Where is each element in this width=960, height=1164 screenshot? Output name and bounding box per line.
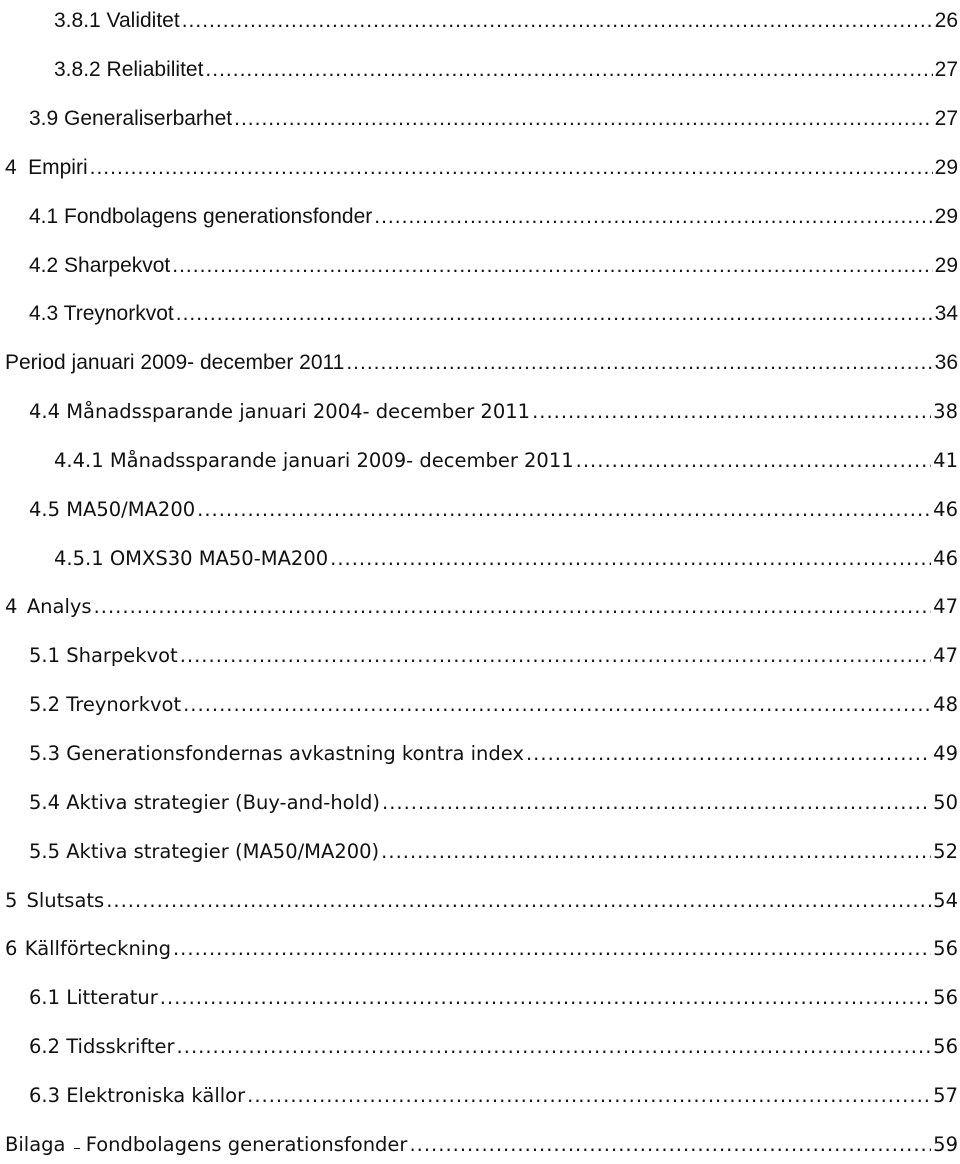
toc-page-number: 56: [933, 1035, 958, 1058]
toc-appendix-label: Bilaga: [5, 1133, 66, 1156]
toc-entry-title: 4.4.1 Månadssparande januari 2009- december 2011: [54, 449, 574, 472]
toc-entry-title: Analys: [26, 595, 92, 618]
toc-page-number: 29: [934, 156, 958, 179]
toc-entry-title: Empiri: [28, 156, 88, 179]
toc-entry-title: 4.5.1 OMXS30 MA50-MA200: [54, 547, 329, 570]
toc-chapter-number: 4: [5, 156, 17, 179]
toc-dot-leader: [173, 936, 931, 962]
toc-entry[interactable]: [29, 971, 958, 1011]
toc-entry-title: 3.8.1 Validitet: [54, 9, 180, 32]
toc-entry-title: Period januari 2009- december 2011: [5, 351, 345, 374]
toc-entry-title: 5.5 Aktiva strategier (MA50/MA200): [29, 840, 380, 863]
toc-dot-leader: [205, 57, 932, 83]
toc-entry-title: 5.3 Generationsfondernas avkastning kontra index: [29, 742, 524, 765]
toc-dot-leader: [330, 546, 931, 572]
toc-dot-leader: [106, 888, 931, 914]
toc-page-number: 47: [933, 644, 958, 667]
toc-entry[interactable]: [5, 141, 958, 181]
toc-entry[interactable]: [54, 532, 958, 572]
toc-entry[interactable]: [29, 727, 958, 767]
toc-entry[interactable]: [5, 874, 958, 914]
toc-page-number: 46: [933, 498, 958, 521]
toc-dot-leader: [526, 741, 931, 767]
toc-dot-leader: [172, 253, 932, 279]
toc-page-number: 29: [934, 254, 958, 277]
toc-page-number: 27: [934, 107, 958, 130]
toc-entry-title: 4.3 Treynorkvot: [29, 302, 174, 325]
toc-dot-leader: [197, 497, 931, 523]
toc-entry[interactable]: [29, 239, 958, 279]
toc-entry-title: 3.9 Generaliserbarhet: [29, 107, 233, 130]
toc-entry[interactable]: [54, 434, 958, 474]
toc-entry-title: 6.2 Tidsskrifter: [29, 1035, 175, 1058]
toc-page-number: 29: [934, 205, 958, 228]
toc-entry[interactable]: [5, 1118, 958, 1158]
toc-page-number: 56: [933, 937, 958, 960]
toc-dot-leader: [374, 204, 932, 230]
toc-entry-title: 6.3 Elektroniska källor: [29, 1084, 246, 1107]
toc-dot-leader: [381, 839, 931, 865]
toc-page-number: 48: [933, 693, 958, 716]
toc-page-number: 46: [933, 547, 958, 570]
toc-entry[interactable]: [5, 336, 958, 376]
toc-entry[interactable]: [29, 287, 958, 327]
toc-entry[interactable]: [29, 483, 958, 523]
toc-page-number: 41: [933, 449, 958, 472]
toc-entry-title: 5.2 Treynorkvot: [29, 693, 182, 716]
toc-page-number: 26: [934, 9, 958, 32]
toc-chapter-number: 5: [5, 889, 18, 912]
toc-page-number: 59: [933, 1133, 958, 1156]
toc-entry[interactable]: [29, 1020, 958, 1060]
toc-dot-leader: [94, 594, 932, 620]
toc-dot-leader: [532, 399, 931, 425]
toc-dot-leader: [183, 692, 931, 718]
toc-page-number: 49: [933, 742, 958, 765]
toc-dot-leader: [177, 1034, 932, 1060]
toc-dot-leader: [409, 1132, 931, 1158]
toc-entry-title: 5.1 Sharpekvot: [29, 644, 178, 667]
toc-entry-title: 4.5 MA50/MA200: [29, 498, 196, 521]
toc-entry[interactable]: [29, 825, 958, 865]
toc-entry[interactable]: [54, 0, 958, 34]
toc-entry-title: Slutsats: [26, 889, 105, 912]
toc-entry-title: 4.4 Månadssparande januari 2004- december 2011: [29, 400, 531, 423]
toc-entry[interactable]: [29, 776, 958, 816]
toc-em-dash: [74, 1148, 80, 1149]
toc-dot-leader: [180, 643, 931, 669]
toc-page-number: 56: [933, 986, 958, 1009]
toc-entry[interactable]: [29, 629, 958, 669]
toc-dot-leader: [234, 106, 933, 132]
toc-dot-leader: [346, 350, 932, 376]
toc-entry-title: 3.8.2 Reliabilitet: [54, 58, 204, 81]
toc-page-number: 57: [933, 1084, 958, 1107]
toc-entry-title: 6.1 Litteratur: [29, 986, 158, 1009]
toc-page-number: 54: [933, 889, 958, 912]
toc-dot-leader: [382, 790, 931, 816]
toc-page-number: 34: [934, 302, 958, 325]
toc-entry[interactable]: [29, 678, 958, 718]
toc-dot-leader: [90, 155, 933, 181]
toc-entry[interactable]: [5, 922, 958, 962]
toc-page-number: 38: [933, 400, 958, 423]
toc-entry-title: Källförteckning: [24, 937, 171, 960]
toc-entry[interactable]: [29, 1069, 958, 1109]
toc-entry-title: 4.1 Fondbolagens generationsfonder: [29, 205, 373, 228]
toc-dot-leader: [160, 985, 931, 1011]
toc-chapter-number: 6: [5, 937, 18, 960]
toc-page-number: 47: [933, 595, 958, 618]
toc-entry-title: Fondbolagens generationsfonder: [85, 1133, 408, 1156]
toc-entry[interactable]: [54, 43, 958, 83]
toc-dot-leader: [576, 448, 932, 474]
toc-entry[interactable]: [5, 580, 958, 620]
toc-page-number: 27: [934, 58, 958, 81]
toc-entry[interactable]: [29, 385, 958, 425]
toc-entry[interactable]: [29, 92, 958, 132]
toc-dot-leader: [182, 8, 933, 34]
toc-dot-leader: [176, 301, 933, 327]
toc-dot-leader: [247, 1083, 931, 1109]
toc-page-number: 36: [934, 351, 958, 374]
toc-page-number: 50: [933, 791, 958, 814]
toc-entry[interactable]: [29, 190, 958, 230]
toc-entry-title: 4.2 Sharpekvot: [29, 254, 171, 277]
toc-page-number: 52: [933, 840, 958, 863]
toc-entry-title: 5.4 Aktiva strategier (Buy-and-hold): [29, 791, 381, 814]
toc-chapter-number: 4: [5, 595, 18, 618]
